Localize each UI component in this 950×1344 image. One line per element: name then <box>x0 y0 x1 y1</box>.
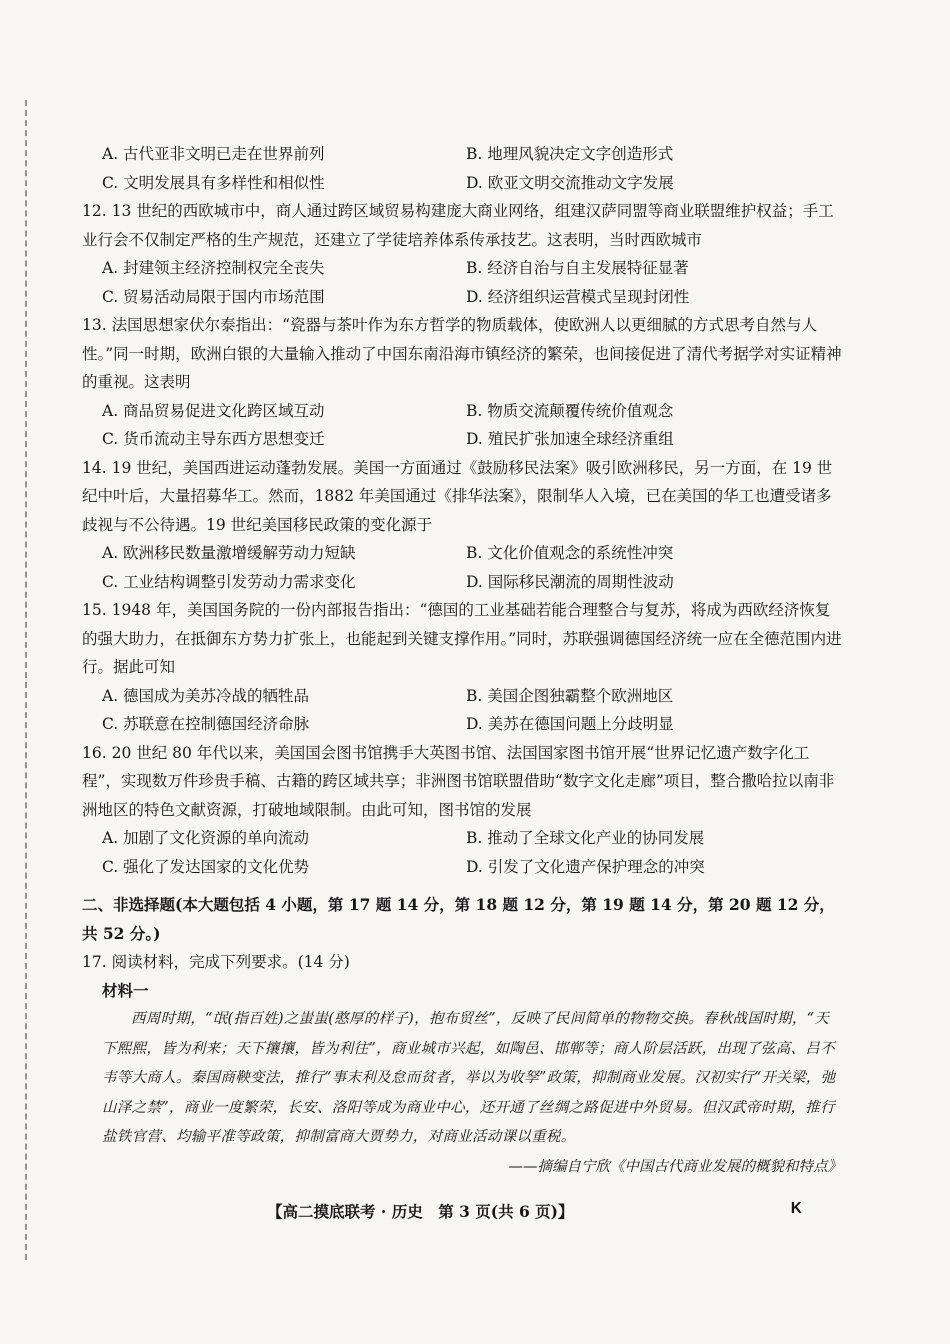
q14-option-a: A. 欧洲移民数量激增缓解劳动力短缺 <box>102 544 356 562</box>
q12-option-c: C. 贸易活动局限于国内市场范围 <box>102 287 325 306</box>
q11-option-b: B. 地理风貌决定文字创造形式 <box>466 145 674 163</box>
q13-option-a: A. 商品贸易促进文化跨区域互动 <box>102 401 325 420</box>
q16-option-d: D. 引发了文化遗产保护理念的冲突 <box>466 857 705 876</box>
q16-option-b: B. 推动了全球文化产业的协同发展 <box>466 829 705 847</box>
q12-option-a: A. 封建领主经济控制权完全丧失 <box>102 259 325 277</box>
q16-options <box>82 824 842 881</box>
q13-options <box>82 397 842 454</box>
q14-option-c: C. 工业结构调整引发劳动力需求变化 <box>102 572 356 591</box>
q13-stem: 13. 法国思想家伏尔泰指出：“瓷器与茶叶作为东方哲学的物质载体，使欧洲人以更细腻的方式思考自然与人性。”同一时期，欧洲白银的大量输入推动了中国东南沿海市镇经济的繁荣，也间接促进了清代考据学对实证精神的重视。这表明 <box>82 316 842 391</box>
q16-option-c: C. 强化了发达国家的文化优势 <box>102 857 310 876</box>
q12-stem: 12. 13 世纪的西欧城市中，商人通过跨区域贸易构建庞大商业网络，组建汉萨同盟等商业联盟维护权益；手工业行会不仅制定严格的生产规范，还建立了学徒培养体系传承技艺。这表明，当时西欧城市 <box>82 202 834 249</box>
q16-option-a: A. 加剧了文化资源的单向流动 <box>102 829 310 847</box>
q12-options <box>82 254 842 311</box>
q11-options <box>82 140 842 197</box>
q13-option-b: B. 物质交流颠覆传统价值观念 <box>466 401 674 420</box>
q11-option-a: A. 古代亚非文明已走在世界前列 <box>102 145 325 163</box>
q14-option-d: D. 国际移民潮流的周期性波动 <box>466 572 674 591</box>
q15-option-a: A. 德国成为美苏冷战的牺牲品 <box>102 686 310 705</box>
footer-version-letter: K <box>790 1200 802 1217</box>
q13-option-c: C. 货币流动主导东西方思想变迁 <box>102 430 325 448</box>
q15-option-b: B. 美国企图独霸整个欧洲地区 <box>466 686 674 705</box>
q14-option-b: B. 文化价值观念的系统性冲突 <box>466 544 674 562</box>
q15-option-d: D. 美苏在德国问题上分歧明显 <box>466 715 674 733</box>
q12-option-d: D. 经济组织运营模式呈现封闭性 <box>466 287 690 306</box>
q13-option-d: D. 殖民扩张加速全球经济重组 <box>466 430 674 448</box>
binding-dashed-line <box>25 100 29 1260</box>
material-one-body: 西周时期，“氓(指百姓)之蚩蚩(憨厚的样子)，抱布贸丝”，反映了民间简单的物物交换。春秋战国时期，“天下熙熙，皆为利来；天下攘攘，皆为利往”，商业城市兴起，如陶邑、邯郸等；商人阶层活跃，出现了弦高、吕不韦等大商人。秦国商鞅变法，推行“事末利及怠而贫者，举以为收孥”政策，抑制商业发展。汉初实行“开关梁，弛山泽之禁”，商业一度繁荣，长安、洛阳等成为商业中心，还开通了丝绸之路促进中外贸易。但汉武帝时期，推行盐铁官营、均输平准等政策，抑制富商大贾势力，对商业活动课以重税。 <box>102 1011 836 1145</box>
q15-options <box>82 682 842 739</box>
q14-options <box>82 539 842 596</box>
exam-page <box>82 140 842 1182</box>
q15-stem: 15. 1948 年，美国国务院的一份内部报告指出：“德国的工业基础若能合理整合与复苏，将成为西欧经济恢复的强大助力，在抵御东方势力扩张上，也能起到关键支撑作用。”同时，苏联强调德国经济统一应在全德范围内进行。据此可知 <box>82 601 842 676</box>
material-one-source: ——摘编自宁欣《中国古代商业发展的概貌和特点》 <box>508 1158 842 1175</box>
q11-option-c: C. 文明发展具有多样性和相似性 <box>102 173 325 192</box>
material-one-title: 材料一 <box>102 980 149 1000</box>
q17-heading: 17. 阅读材料，完成下列要求。(14 分) <box>82 953 350 971</box>
q12-option-b: B. 经济自治与自主发展特征显著 <box>466 259 689 277</box>
footer-page-info: 【高二摸底联考 · 历史 第 3 页(共 6 页)】 <box>267 1202 574 1221</box>
q14-stem: 14. 19 世纪，美国西进运动蓬勃发展。美国一方面通过《鼓励移民法案》吸引欧洲移民，另一方面，在 19 世纪中叶后，大量招募华工。然而，1882 年美国通过《排华法案》，限制华人入境，已在美国的华工也遭受诸多歧视与不公待遇。19 世纪美国移民政策的变化源于 <box>82 458 833 534</box>
section-two-heading: 二、非选择题(本大题包括 4 小题，第 17 题 14 分，第 18 题 12 分，第 19 题 14 分，第 20 题 12 分，共 52 分。) <box>82 895 835 943</box>
q15-option-c: C. 苏联意在控制德国经济命脉 <box>102 715 310 733</box>
q11-option-d: D. 欧亚文明交流推动文字发展 <box>466 173 674 192</box>
q16-stem: 16. 20 世纪 80 年代以来，美国国会图书馆携手大英图书馆、法国国家图书馆开展“世界记忆遗产数字化工程”，实现数万件珍贵手稿、古籍的跨区域共享；非洲图书馆联盟借助“数字文化走廊”项目，整合撒哈拉以南非洲地区的特色文献资源，打破地域限制。由此可知，图书馆的发展 <box>82 743 835 819</box>
